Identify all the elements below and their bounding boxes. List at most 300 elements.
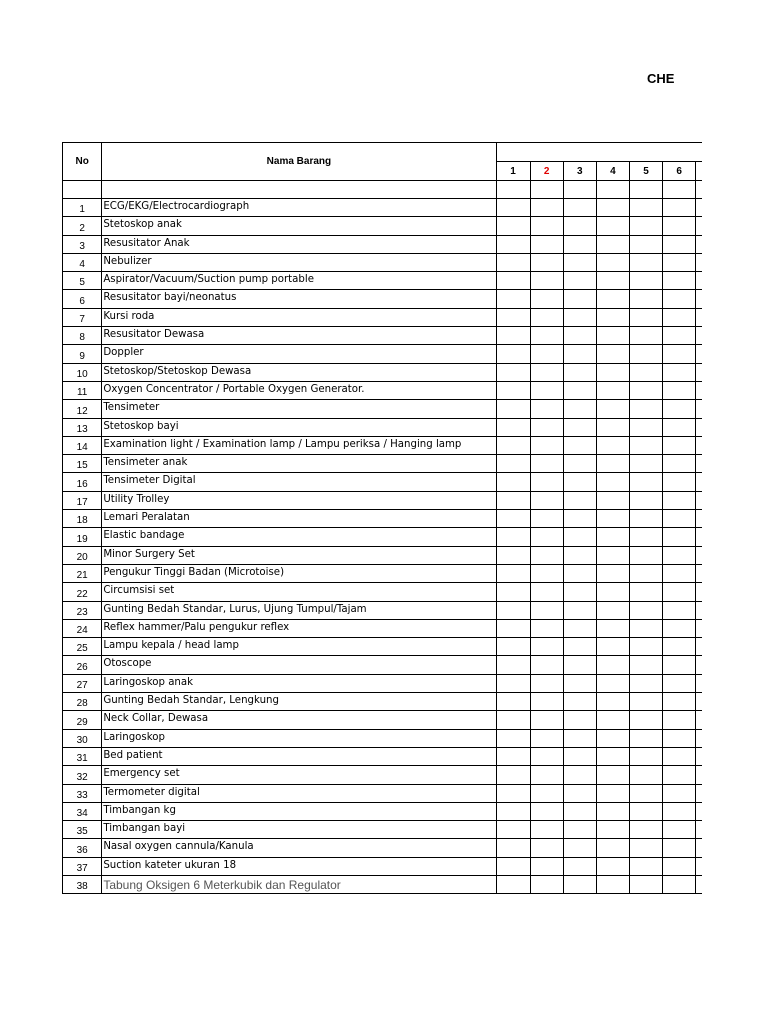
- check-cell-day-2[interactable]: [530, 473, 563, 491]
- check-cell-day-2[interactable]: [530, 235, 563, 253]
- check-cell-day-1[interactable]: [496, 821, 530, 839]
- check-cell-day-2[interactable]: [530, 510, 563, 528]
- check-cell-overflow[interactable]: [696, 491, 702, 509]
- check-cell-day-3[interactable]: [563, 546, 596, 564]
- check-cell-overflow[interactable]: [696, 802, 702, 820]
- check-cell-day-6[interactable]: [663, 674, 696, 692]
- check-cell-day-1[interactable]: [496, 381, 530, 399]
- check-cell-overflow[interactable]: [696, 656, 702, 674]
- check-cell-day-5[interactable]: [629, 729, 662, 747]
- check-cell-day-2[interactable]: [530, 802, 563, 820]
- day-header-2: 2: [530, 162, 563, 181]
- check-cell-overflow[interactable]: [696, 455, 702, 473]
- check-cell-day-3[interactable]: [563, 619, 596, 637]
- check-cell-day-6[interactable]: [663, 601, 696, 619]
- check-cell-day-1[interactable]: [496, 400, 530, 418]
- check-cell-day-5[interactable]: [629, 802, 662, 820]
- check-cell-day-6[interactable]: [663, 656, 696, 674]
- check-cell-day-6[interactable]: [663, 473, 696, 491]
- check-cell-day-4[interactable]: [596, 217, 629, 235]
- check-cell-day-3[interactable]: [563, 601, 596, 619]
- check-cell-day-2[interactable]: [530, 784, 563, 802]
- check-cell-day-2[interactable]: [530, 491, 563, 509]
- check-cell-day-5[interactable]: [629, 693, 662, 711]
- check-cell-day-1[interactable]: [496, 729, 530, 747]
- check-cell-day-4[interactable]: [596, 235, 629, 253]
- check-cell-day-2[interactable]: [530, 400, 563, 418]
- check-cell-overflow[interactable]: [696, 363, 702, 381]
- check-cell-day-2[interactable]: [530, 363, 563, 381]
- check-cell-day-3[interactable]: [563, 381, 596, 399]
- check-cell-day-5[interactable]: [629, 436, 662, 454]
- check-cell-day-5[interactable]: [629, 875, 662, 893]
- check-cell-overflow[interactable]: [696, 875, 702, 893]
- check-cell-day-3[interactable]: [563, 272, 596, 290]
- check-cell-day-4[interactable]: [596, 839, 629, 857]
- check-cell-day-6[interactable]: [663, 693, 696, 711]
- check-cell-day-5[interactable]: [629, 656, 662, 674]
- check-cell-overflow[interactable]: [696, 418, 702, 436]
- check-cell-day-2[interactable]: [530, 583, 563, 601]
- check-cell-day-5[interactable]: [629, 546, 662, 564]
- check-cell-day-6[interactable]: [663, 638, 696, 656]
- check-cell-day-1[interactable]: [496, 711, 530, 729]
- check-cell-day-1[interactable]: [496, 436, 530, 454]
- check-cell-overflow[interactable]: [696, 766, 702, 784]
- check-cell-overflow[interactable]: [696, 674, 702, 692]
- check-cell-day-4[interactable]: [596, 418, 629, 436]
- check-cell-day-4[interactable]: [596, 711, 629, 729]
- check-cell-day-4[interactable]: [596, 693, 629, 711]
- check-cell-day-4[interactable]: [596, 656, 629, 674]
- check-cell-day-6[interactable]: [663, 875, 696, 893]
- check-cell-day-6[interactable]: [663, 400, 696, 418]
- check-cell-overflow[interactable]: [696, 473, 702, 491]
- check-cell-overflow[interactable]: [696, 601, 702, 619]
- check-cell-day-6[interactable]: [663, 199, 696, 217]
- check-cell-day-5[interactable]: [629, 510, 662, 528]
- check-cell-day-1[interactable]: [496, 510, 530, 528]
- check-cell-day-5[interactable]: [629, 235, 662, 253]
- check-cell-day-6[interactable]: [663, 308, 696, 326]
- check-cell-day-6[interactable]: [663, 217, 696, 235]
- column-header-name: Nama Barang: [102, 143, 496, 181]
- check-cell-day-1[interactable]: [496, 327, 530, 345]
- table-row: [63, 601, 703, 619]
- check-cell-overflow[interactable]: [696, 619, 702, 637]
- check-cell-day-2[interactable]: [530, 729, 563, 747]
- check-cell-day-5[interactable]: [629, 857, 662, 875]
- check-cell-overflow[interactable]: [696, 784, 702, 802]
- item-name: Lampu kepala / head lamp: [102, 638, 496, 656]
- check-cell-day-4[interactable]: [596, 729, 629, 747]
- check-cell-day-1[interactable]: [496, 455, 530, 473]
- item-name: Minor Surgery Set: [102, 546, 496, 564]
- check-cell-day-5[interactable]: [629, 199, 662, 217]
- check-cell-day-6[interactable]: [663, 290, 696, 308]
- check-cell-day-4[interactable]: [596, 546, 629, 564]
- check-cell-day-2[interactable]: [530, 528, 563, 546]
- check-cell-day-3[interactable]: [563, 802, 596, 820]
- check-cell-day-4[interactable]: [596, 674, 629, 692]
- check-cell-day-3[interactable]: [563, 875, 596, 893]
- check-cell-day-6[interactable]: [663, 839, 696, 857]
- check-cell-day-3[interactable]: [563, 473, 596, 491]
- check-cell-day-2[interactable]: [530, 418, 563, 436]
- check-cell-day-6[interactable]: [663, 327, 696, 345]
- check-cell-day-5[interactable]: [629, 674, 662, 692]
- check-cell-day-3[interactable]: [563, 583, 596, 601]
- check-cell-day-3[interactable]: [563, 821, 596, 839]
- item-number: 35: [63, 821, 102, 839]
- check-cell-day-3[interactable]: [563, 345, 596, 363]
- check-cell-day-2[interactable]: [530, 564, 563, 582]
- check-cell-day-2[interactable]: [530, 674, 563, 692]
- check-cell-day-5[interactable]: [629, 766, 662, 784]
- check-cell-day-4[interactable]: [596, 875, 629, 893]
- check-cell-day-2[interactable]: [530, 253, 563, 271]
- check-cell-day-6[interactable]: [663, 235, 696, 253]
- check-cell-day-1[interactable]: [496, 747, 530, 765]
- check-cell-day-1[interactable]: [496, 528, 530, 546]
- check-cell-overflow[interactable]: [696, 693, 702, 711]
- check-cell-day-6[interactable]: [663, 857, 696, 875]
- day-header-6: 6: [663, 162, 696, 181]
- spacer-cell: [629, 181, 662, 199]
- check-cell-day-3[interactable]: [563, 217, 596, 235]
- check-cell-overflow[interactable]: [696, 528, 702, 546]
- item-number: 31: [63, 747, 102, 765]
- check-cell-day-3[interactable]: [563, 510, 596, 528]
- check-cell-day-5[interactable]: [629, 711, 662, 729]
- check-cell-day-6[interactable]: [663, 802, 696, 820]
- check-cell-day-3[interactable]: [563, 418, 596, 436]
- check-cell-overflow[interactable]: [696, 821, 702, 839]
- check-cell-day-6[interactable]: [663, 363, 696, 381]
- item-number: 16: [63, 473, 102, 491]
- item-number: 23: [63, 601, 102, 619]
- check-cell-day-3[interactable]: [563, 528, 596, 546]
- check-cell-day-6[interactable]: [663, 546, 696, 564]
- check-cell-day-5[interactable]: [629, 290, 662, 308]
- check-cell-day-4[interactable]: [596, 528, 629, 546]
- check-cell-day-5[interactable]: [629, 473, 662, 491]
- check-cell-day-2[interactable]: [530, 638, 563, 656]
- table-row: [63, 564, 703, 582]
- check-cell-overflow[interactable]: [696, 400, 702, 418]
- check-cell-day-1[interactable]: [496, 253, 530, 271]
- check-cell-overflow[interactable]: [696, 217, 702, 235]
- check-cell-day-5[interactable]: [629, 601, 662, 619]
- check-cell-day-3[interactable]: [563, 711, 596, 729]
- check-cell-day-2[interactable]: [530, 381, 563, 399]
- check-cell-day-6[interactable]: [663, 436, 696, 454]
- check-cell-day-3[interactable]: [563, 729, 596, 747]
- check-cell-day-1[interactable]: [496, 290, 530, 308]
- check-cell-day-6[interactable]: [663, 418, 696, 436]
- check-cell-day-2[interactable]: [530, 711, 563, 729]
- check-cell-overflow[interactable]: [696, 235, 702, 253]
- check-cell-day-4[interactable]: [596, 253, 629, 271]
- check-cell-overflow[interactable]: [696, 839, 702, 857]
- check-cell-day-4[interactable]: [596, 766, 629, 784]
- check-cell-day-6[interactable]: [663, 821, 696, 839]
- check-cell-day-2[interactable]: [530, 821, 563, 839]
- check-cell-day-4[interactable]: [596, 363, 629, 381]
- check-cell-day-3[interactable]: [563, 784, 596, 802]
- check-cell-overflow[interactable]: [696, 583, 702, 601]
- check-cell-day-2[interactable]: [530, 766, 563, 784]
- check-cell-day-3[interactable]: [563, 199, 596, 217]
- check-cell-day-4[interactable]: [596, 308, 629, 326]
- table-row: [63, 802, 703, 820]
- check-cell-day-1[interactable]: [496, 491, 530, 509]
- check-cell-day-6[interactable]: [663, 619, 696, 637]
- check-cell-day-1[interactable]: [496, 217, 530, 235]
- check-cell-day-2[interactable]: [530, 272, 563, 290]
- check-cell-day-6[interactable]: [663, 528, 696, 546]
- check-cell-day-6[interactable]: [663, 253, 696, 271]
- check-cell-day-4[interactable]: [596, 199, 629, 217]
- check-cell-day-1[interactable]: [496, 619, 530, 637]
- check-cell-day-2[interactable]: [530, 857, 563, 875]
- check-cell-day-1[interactable]: [496, 693, 530, 711]
- check-cell-day-4[interactable]: [596, 802, 629, 820]
- check-cell-overflow[interactable]: [696, 381, 702, 399]
- check-cell-overflow[interactable]: [696, 564, 702, 582]
- table-row: [63, 857, 703, 875]
- check-cell-day-2[interactable]: [530, 839, 563, 857]
- item-number: 3: [63, 235, 102, 253]
- check-cell-day-5[interactable]: [629, 308, 662, 326]
- check-cell-day-3[interactable]: [563, 656, 596, 674]
- check-cell-day-4[interactable]: [596, 491, 629, 509]
- item-name: Laringoskop: [102, 729, 496, 747]
- check-cell-day-4[interactable]: [596, 747, 629, 765]
- check-cell-day-2[interactable]: [530, 601, 563, 619]
- check-cell-day-1[interactable]: [496, 839, 530, 857]
- check-cell-day-1[interactable]: [496, 583, 530, 601]
- check-cell-day-5[interactable]: [629, 363, 662, 381]
- check-cell-day-5[interactable]: [629, 253, 662, 271]
- check-cell-day-1[interactable]: [496, 308, 530, 326]
- check-cell-day-6[interactable]: [663, 729, 696, 747]
- check-cell-day-1[interactable]: [496, 418, 530, 436]
- check-cell-day-1[interactable]: [496, 638, 530, 656]
- check-cell-day-3[interactable]: [563, 290, 596, 308]
- check-cell-day-2[interactable]: [530, 546, 563, 564]
- check-cell-day-3[interactable]: [563, 308, 596, 326]
- item-number: 30: [63, 729, 102, 747]
- check-cell-day-5[interactable]: [629, 491, 662, 509]
- check-cell-day-1[interactable]: [496, 802, 530, 820]
- check-cell-day-2[interactable]: [530, 619, 563, 637]
- check-cell-day-5[interactable]: [629, 638, 662, 656]
- check-cell-day-6[interactable]: [663, 272, 696, 290]
- spacer-cell: [496, 181, 530, 199]
- check-cell-overflow[interactable]: [696, 272, 702, 290]
- check-cell-day-2[interactable]: [530, 217, 563, 235]
- check-cell-day-6[interactable]: [663, 491, 696, 509]
- check-cell-overflow[interactable]: [696, 345, 702, 363]
- item-name: Aspirator/Vacuum/Suction pump portable: [102, 272, 496, 290]
- check-cell-day-1[interactable]: [496, 546, 530, 564]
- check-cell-day-2[interactable]: [530, 199, 563, 217]
- check-cell-day-2[interactable]: [530, 693, 563, 711]
- check-cell-day-3[interactable]: [563, 400, 596, 418]
- check-cell-day-4[interactable]: [596, 601, 629, 619]
- check-cell-day-1[interactable]: [496, 235, 530, 253]
- check-cell-day-1[interactable]: [496, 473, 530, 491]
- item-name: Tabung Oksigen 6 Meterkubik dan Regulator: [102, 875, 496, 893]
- check-cell-day-2[interactable]: [530, 875, 563, 893]
- check-cell-day-4[interactable]: [596, 272, 629, 290]
- check-cell-overflow[interactable]: [696, 747, 702, 765]
- check-cell-day-1[interactable]: [496, 674, 530, 692]
- check-cell-day-3[interactable]: [563, 564, 596, 582]
- check-cell-overflow[interactable]: [696, 199, 702, 217]
- check-cell-day-1[interactable]: [496, 875, 530, 893]
- check-cell-day-2[interactable]: [530, 308, 563, 326]
- check-cell-day-5[interactable]: [629, 619, 662, 637]
- check-cell-day-4[interactable]: [596, 290, 629, 308]
- check-cell-overflow[interactable]: [696, 436, 702, 454]
- check-cell-day-5[interactable]: [629, 455, 662, 473]
- table-row: [63, 491, 703, 509]
- check-cell-overflow[interactable]: [696, 546, 702, 564]
- check-cell-overflow[interactable]: [696, 711, 702, 729]
- check-cell-day-4[interactable]: [596, 436, 629, 454]
- check-cell-day-3[interactable]: [563, 766, 596, 784]
- check-cell-day-5[interactable]: [629, 747, 662, 765]
- check-cell-day-1[interactable]: [496, 363, 530, 381]
- item-name: Gunting Bedah Standar, Lengkung: [102, 693, 496, 711]
- check-cell-day-4[interactable]: [596, 345, 629, 363]
- check-cell-day-5[interactable]: [629, 839, 662, 857]
- table-row: [63, 766, 703, 784]
- check-cell-day-3[interactable]: [563, 253, 596, 271]
- table-row: [63, 217, 703, 235]
- check-cell-day-5[interactable]: [629, 821, 662, 839]
- check-cell-day-6[interactable]: [663, 747, 696, 765]
- check-cell-day-5[interactable]: [629, 583, 662, 601]
- check-cell-day-4[interactable]: [596, 821, 629, 839]
- item-name: Stetoskop bayi: [102, 418, 496, 436]
- check-cell-day-1[interactable]: [496, 656, 530, 674]
- check-cell-overflow[interactable]: [696, 327, 702, 345]
- check-cell-day-6[interactable]: [663, 766, 696, 784]
- check-cell-day-4[interactable]: [596, 473, 629, 491]
- check-cell-overflow[interactable]: [696, 857, 702, 875]
- check-cell-day-4[interactable]: [596, 327, 629, 345]
- check-cell-day-4[interactable]: [596, 381, 629, 399]
- check-cell-overflow[interactable]: [696, 638, 702, 656]
- check-cell-day-4[interactable]: [596, 784, 629, 802]
- check-cell-day-4[interactable]: [596, 510, 629, 528]
- check-cell-day-3[interactable]: [563, 857, 596, 875]
- item-number: 15: [63, 455, 102, 473]
- check-cell-day-5[interactable]: [629, 217, 662, 235]
- check-cell-day-6[interactable]: [663, 510, 696, 528]
- check-cell-day-6[interactable]: [663, 345, 696, 363]
- check-cell-day-3[interactable]: [563, 363, 596, 381]
- check-cell-overflow[interactable]: [696, 308, 702, 326]
- check-cell-day-1[interactable]: [496, 766, 530, 784]
- check-cell-day-1[interactable]: [496, 272, 530, 290]
- item-number: 12: [63, 400, 102, 418]
- check-cell-day-3[interactable]: [563, 327, 596, 345]
- check-cell-overflow[interactable]: [696, 729, 702, 747]
- check-cell-day-2[interactable]: [530, 327, 563, 345]
- check-cell-day-4[interactable]: [596, 583, 629, 601]
- check-cell-day-4[interactable]: [596, 400, 629, 418]
- check-cell-day-5[interactable]: [629, 345, 662, 363]
- check-cell-day-3[interactable]: [563, 638, 596, 656]
- check-cell-day-5[interactable]: [629, 400, 662, 418]
- check-cell-day-4[interactable]: [596, 564, 629, 582]
- check-cell-day-4[interactable]: [596, 619, 629, 637]
- check-cell-day-1[interactable]: [496, 564, 530, 582]
- check-cell-day-4[interactable]: [596, 638, 629, 656]
- check-cell-day-4[interactable]: [596, 455, 629, 473]
- check-cell-day-5[interactable]: [629, 381, 662, 399]
- check-cell-day-1[interactable]: [496, 601, 530, 619]
- check-cell-day-3[interactable]: [563, 235, 596, 253]
- check-cell-overflow[interactable]: [696, 510, 702, 528]
- check-cell-day-3[interactable]: [563, 693, 596, 711]
- item-number: 5: [63, 272, 102, 290]
- check-cell-day-3[interactable]: [563, 436, 596, 454]
- table-row: [63, 381, 703, 399]
- check-cell-day-3[interactable]: [563, 839, 596, 857]
- check-cell-day-6[interactable]: [663, 455, 696, 473]
- check-cell-day-5[interactable]: [629, 327, 662, 345]
- check-cell-day-2[interactable]: [530, 747, 563, 765]
- check-cell-day-2[interactable]: [530, 436, 563, 454]
- check-cell-day-2[interactable]: [530, 656, 563, 674]
- check-cell-day-2[interactable]: [530, 455, 563, 473]
- check-cell-day-3[interactable]: [563, 455, 596, 473]
- check-cell-day-5[interactable]: [629, 784, 662, 802]
- check-cell-overflow[interactable]: [696, 290, 702, 308]
- check-cell-day-2[interactable]: [530, 290, 563, 308]
- check-cell-day-5[interactable]: [629, 564, 662, 582]
- check-cell-day-3[interactable]: [563, 747, 596, 765]
- item-name: Oxygen Concentrator / Portable Oxygen Generator.: [102, 381, 496, 399]
- check-cell-day-3[interactable]: [563, 674, 596, 692]
- check-cell-day-5[interactable]: [629, 272, 662, 290]
- check-cell-day-6[interactable]: [663, 583, 696, 601]
- check-cell-day-5[interactable]: [629, 528, 662, 546]
- check-cell-day-4[interactable]: [596, 857, 629, 875]
- check-cell-day-6[interactable]: [663, 711, 696, 729]
- check-cell-day-1[interactable]: [496, 784, 530, 802]
- check-cell-day-3[interactable]: [563, 491, 596, 509]
- check-cell-day-1[interactable]: [496, 199, 530, 217]
- check-cell-day-6[interactable]: [663, 564, 696, 582]
- item-name: Circumsisi set: [102, 583, 496, 601]
- check-cell-day-1[interactable]: [496, 345, 530, 363]
- check-cell-day-6[interactable]: [663, 784, 696, 802]
- table-row: [63, 308, 703, 326]
- check-cell-day-6[interactable]: [663, 381, 696, 399]
- check-cell-day-5[interactable]: [629, 418, 662, 436]
- check-cell-day-1[interactable]: [496, 857, 530, 875]
- check-cell-day-2[interactable]: [530, 345, 563, 363]
- item-number: 27: [63, 674, 102, 692]
- item-name: Kursi roda: [102, 308, 496, 326]
- check-cell-overflow[interactable]: [696, 253, 702, 271]
